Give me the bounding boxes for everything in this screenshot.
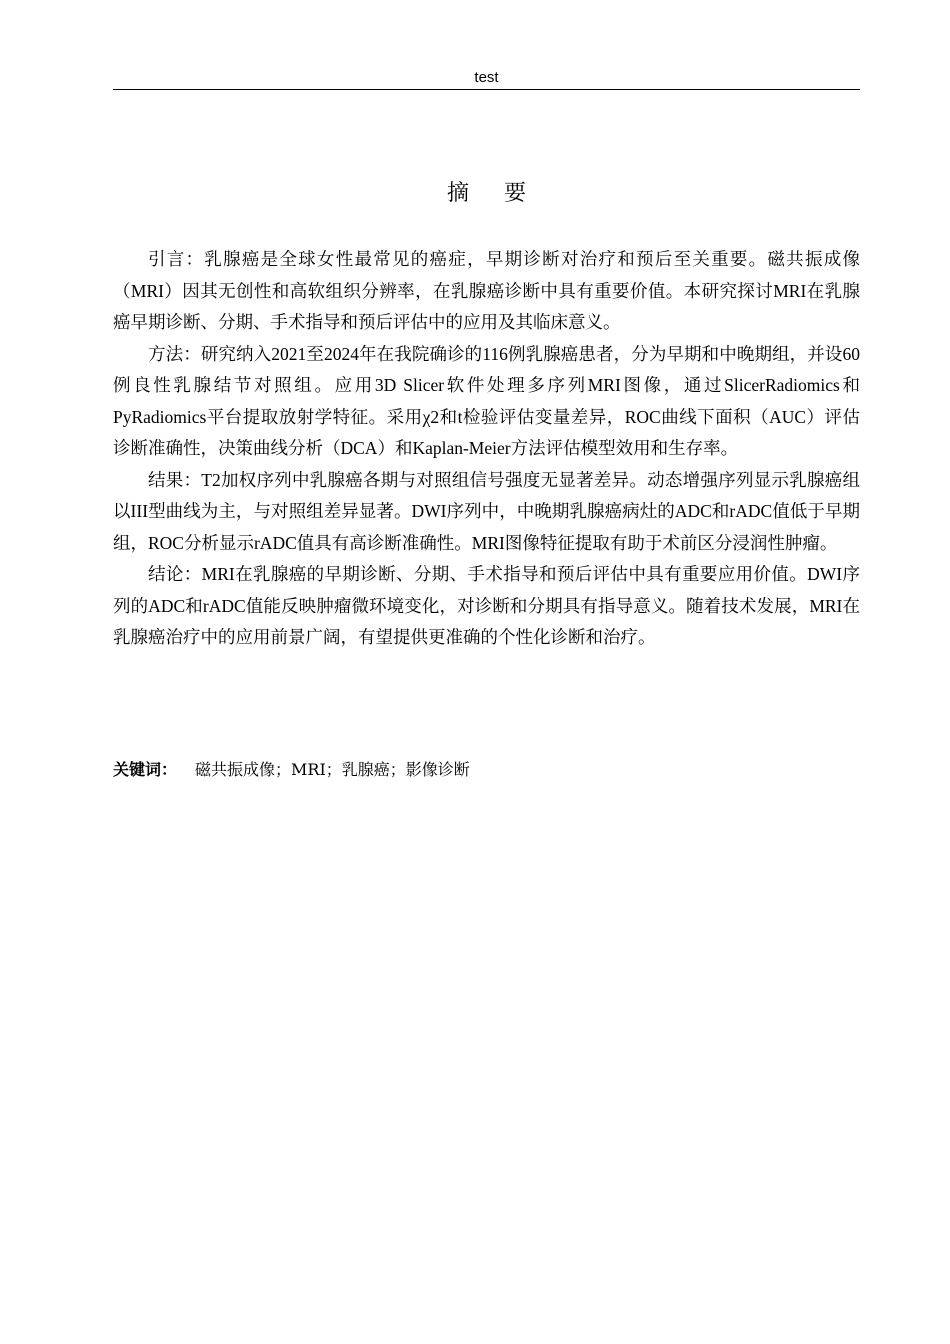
abstract-paragraph-introduction: 引言：乳腺癌是全球女性最常见的癌症，早期诊断对治疗和预后至关重要。磁共振成像（MRI）因其无创性和高软组织分辨率，在乳腺癌诊断中具有重要价值。本研究探讨MRI在乳腺癌早期诊断、分期、手术指导和预后评估中的应用及其临床意义。 [113, 249, 860, 332]
abstract-paragraph-methods: 方法：研究纳入2021至2024年在我院确诊的116例乳腺癌患者，分为早期和中晚期组，并设60例良性乳腺结节对照组。应用3D Slicer软件处理多序列MRI图像，通过SlicerRadiomics和PyRadiomics平台提取放射学特征。采用χ2和t检验评估变量差异，ROC曲线下面积（AUC）评估诊断准确性，决策曲线分析（DCA）和Kaplan-Meier方法评估模型效用和生存率。 [113, 343, 860, 458]
header-divider [113, 89, 860, 90]
keywords-label: 关键词： [113, 760, 178, 779]
keywords-text: 磁共振成像；MRI；乳腺癌；影像诊断 [195, 760, 470, 779]
abstract-body [113, 244, 860, 654]
abstract-paragraph-conclusion: 结论：MRI在乳腺癌的早期诊断、分期、手术指导和预后评估中具有重要应用价值。DWI序列的ADC和rADC值能反映肿瘤微环境变化，对诊断和分期具有指导意义。随着技术发展，MRI在乳腺癌治疗中的应用前景广阔，有望提供更准确的个性化诊断和治疗。 [113, 564, 860, 647]
page-header: test [474, 69, 499, 86]
abstract-paragraph-results: 结果：T2加权序列中乳腺癌各期与对照组信号强度无显著差异。动态增强序列显示乳腺癌组以III型曲线为主，与对照组差异显著。DWI序列中，中晚期乳腺癌病灶的ADC和rADC值低于早期组，ROC分析显示rADC值具有高诊断准确性。MRI图像特征提取有助于术前区分浸润性肿瘤。 [113, 469, 860, 553]
keywords-line [113, 756, 860, 784]
abstract-title: 摘 要 [447, 181, 540, 206]
